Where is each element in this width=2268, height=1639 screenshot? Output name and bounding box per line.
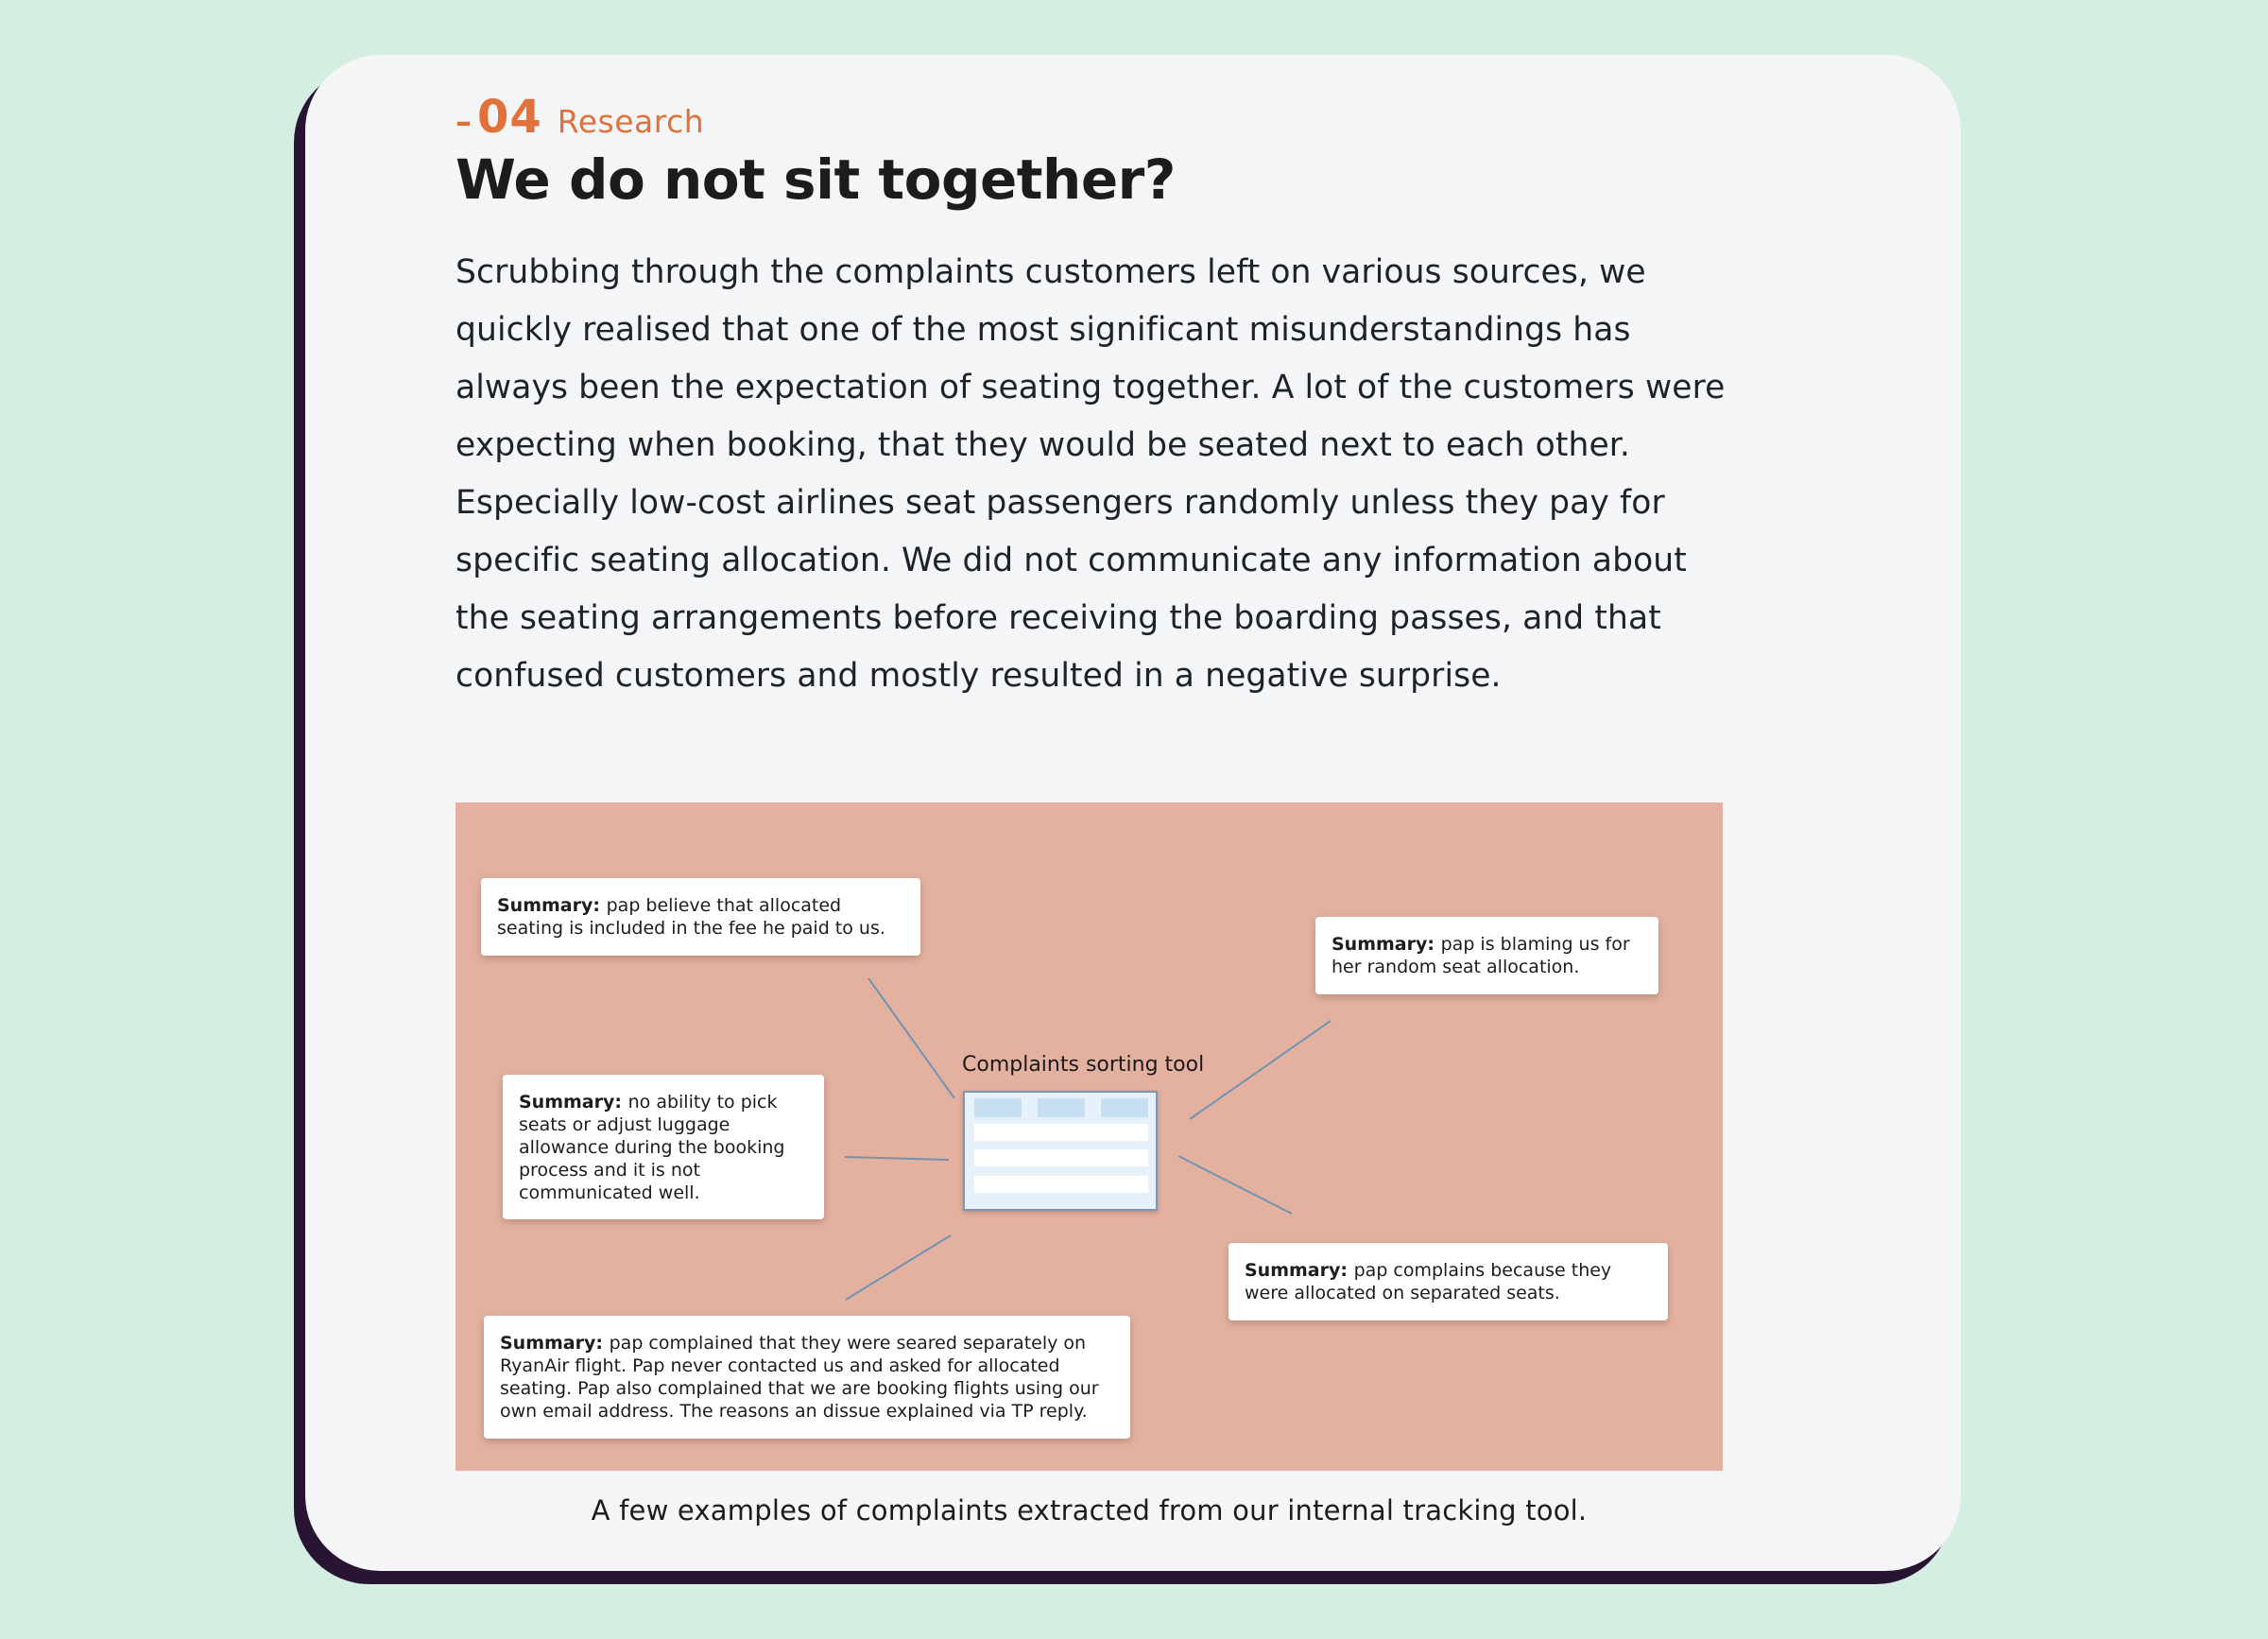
connector-line bbox=[868, 978, 954, 1098]
figure-caption: A few examples of complaints extracted from our internal tracking tool. bbox=[591, 1494, 1588, 1527]
summary-label: Summary: bbox=[1245, 1260, 1354, 1281]
summary-label: Summary: bbox=[500, 1333, 610, 1354]
summary-label: Summary: bbox=[497, 895, 607, 916]
tool-label: Complaints sorting tool bbox=[962, 1053, 1205, 1077]
tool-row bbox=[974, 1149, 1148, 1166]
connector-line bbox=[1178, 1156, 1292, 1214]
complaint-note-2 bbox=[1315, 917, 1658, 994]
body-paragraph: Scrubbing through the complaints customers left on various sources, we quickly realised that one of the most significant misunderstandings has always been the expectation of seating together. A lot of the customers were expecting when booking, that they would be seated next to each other. Especially low-cost airlines seat passengers randomly unless they pay for specific seating allocation. We did not communicate any information about the seating arrangements before receiving the boarding passes, and that confused customers and mostly resulted in a negative surprise. bbox=[455, 253, 1726, 695]
complaint-note-text: pap complains because they were allocated on separated seats. bbox=[1245, 1260, 1612, 1303]
connector-line bbox=[1190, 1021, 1331, 1119]
tool-header-cell bbox=[1038, 1098, 1085, 1117]
complaint-note-4 bbox=[1228, 1243, 1668, 1320]
complaint-note-text: pap is blaming us for her random seat allocation. bbox=[1332, 934, 1630, 977]
summary-label: Summary: bbox=[1332, 934, 1441, 955]
tool-header-cell bbox=[1101, 1098, 1148, 1117]
tool-row bbox=[974, 1176, 1148, 1193]
summary-label: Summary: bbox=[519, 1092, 628, 1113]
tool-row bbox=[974, 1124, 1148, 1141]
section-dash: – bbox=[455, 103, 472, 141]
complaint-note-3 bbox=[503, 1075, 824, 1219]
sorting-tool-illustration bbox=[963, 1091, 1158, 1211]
complaint-note-5 bbox=[484, 1316, 1130, 1439]
section-eyebrow bbox=[455, 91, 704, 144]
complaints-figure bbox=[455, 802, 1723, 1471]
content-card bbox=[305, 55, 1961, 1571]
complaint-note-1 bbox=[481, 878, 920, 956]
section-number: 04 bbox=[477, 91, 542, 144]
complaint-note-text: pap complained that they were seared separately on RyanAir flight. Pap never contacted us and asked for allocated seating. Pap also complained that we are booking flights using our own email address. The reasons an dissue explained via TP reply. bbox=[500, 1333, 1099, 1422]
connector-line bbox=[845, 1157, 949, 1160]
section-label: Research bbox=[557, 103, 705, 140]
complaint-note-text: pap believe that allocated seating is included in the fee he paid to us. bbox=[497, 895, 885, 939]
connector-line bbox=[846, 1235, 951, 1300]
complaint-note-text: no ability to pick seats or adjust luggage allowance during the booking process and it is not communicated well. bbox=[519, 1092, 785, 1203]
tool-header-cell bbox=[974, 1098, 1022, 1117]
section-title: We do not sit together? bbox=[455, 147, 1176, 212]
